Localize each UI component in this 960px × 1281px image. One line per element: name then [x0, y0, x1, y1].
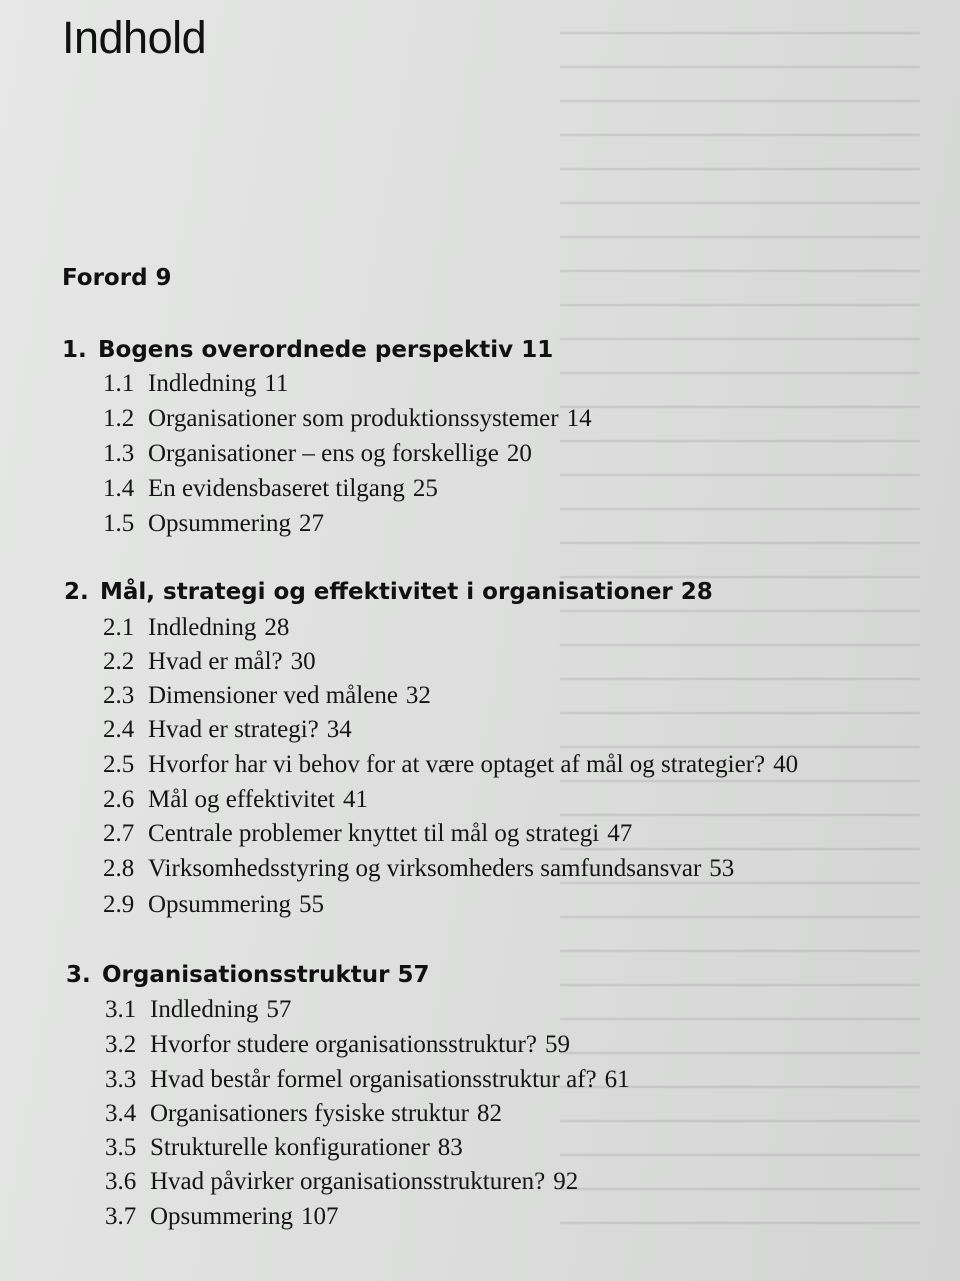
section-title: Hvad er mål? [148, 648, 283, 675]
toc-entry-1-4[interactable] [103, 475, 438, 503]
toc-entry-3-1[interactable] [105, 996, 291, 1024]
toc-entry-2-4[interactable] [103, 716, 352, 744]
section-number: 1.3 [103, 440, 135, 467]
section-page: 41 [343, 786, 368, 813]
forord-heading[interactable] [62, 265, 172, 291]
forord-page: 9 [155, 265, 172, 291]
section-number: 2.7 [103, 820, 135, 847]
section-title: Mål og effektivitet [148, 786, 335, 813]
section-title: Opsummering [148, 891, 292, 918]
section-title: Hvad påvirker organisationsstrukturen? [150, 1168, 546, 1195]
section-title: Indledning [148, 614, 257, 641]
section-number: 2.3 [103, 682, 135, 709]
toc-entry-2-2[interactable] [103, 648, 316, 676]
chapter-title: Mål, strategi og effektivitet i organisationer [100, 579, 673, 605]
section-title: Hvad består formel organisationsstruktur af? [150, 1066, 597, 1093]
toc-entry-2-3[interactable] [103, 682, 431, 710]
section-number: 2.6 [103, 786, 135, 813]
toc-entry-3-4[interactable] [105, 1100, 502, 1128]
toc-entry-1-5[interactable] [103, 510, 324, 538]
toc-entry-1-2[interactable] [103, 405, 592, 433]
chapter-number: 1. [62, 337, 87, 363]
section-page: 28 [264, 614, 290, 641]
section-number: 2.8 [103, 855, 135, 882]
section-title: Virksomhedsstyring og virksomheders samfundsansvar [148, 855, 702, 882]
section-number: 3.2 [105, 1031, 137, 1058]
section-page: 14 [566, 405, 592, 432]
section-page: 57 [266, 996, 292, 1023]
section-title: En evidensbaseret tilgang [148, 475, 405, 502]
section-page: 59 [544, 1031, 570, 1058]
section-title: Hvorfor studere organisationsstruktur? [150, 1031, 537, 1058]
section-page: 92 [553, 1168, 579, 1195]
section-page: 55 [299, 891, 325, 918]
section-page: 107 [301, 1203, 339, 1230]
chapter-3-heading[interactable] [66, 962, 430, 988]
section-title: Dimensioner ved målene [148, 682, 398, 709]
toc-entry-3-2[interactable] [105, 1031, 570, 1059]
section-number: 2.4 [103, 716, 135, 743]
section-number: 1.4 [103, 475, 135, 502]
section-page: 34 [326, 716, 352, 743]
chapter-1-heading[interactable] [62, 337, 553, 363]
toc-entry-3-7[interactable] [105, 1203, 339, 1231]
toc-entry-1-1[interactable] [103, 370, 288, 398]
section-page: 11 [264, 370, 289, 397]
section-title: Organisationers fysiske struktur [150, 1100, 469, 1127]
chapter-title: Organisationsstruktur [102, 962, 390, 988]
toc-entry-2-8[interactable] [103, 855, 734, 883]
toc-entry-3-5[interactable] [105, 1134, 463, 1162]
section-page: 27 [299, 510, 325, 537]
section-page: 25 [412, 475, 438, 502]
toc-entry-1-3[interactable] [103, 440, 532, 468]
section-number: 3.6 [105, 1168, 137, 1195]
toc-entry-2-6[interactable] [103, 786, 368, 814]
section-number: 1.5 [103, 510, 135, 537]
section-number: 3.5 [105, 1134, 137, 1161]
toc-entry-3-3[interactable] [105, 1066, 630, 1094]
section-page: 30 [290, 648, 316, 675]
toc-entry-2-9[interactable] [103, 891, 324, 919]
section-number: 1.1 [103, 370, 135, 397]
section-title: Indledning [148, 370, 257, 397]
section-number: 3.1 [105, 996, 137, 1023]
toc-entry-2-7[interactable] [103, 820, 632, 848]
page-title: Indhold [62, 12, 207, 63]
section-title: Hvad er strategi? [148, 716, 319, 743]
toc-entry-3-6[interactable] [105, 1168, 578, 1196]
section-title: Strukturelle konfigurationer [150, 1134, 430, 1161]
section-title: Organisationer – ens og forskellige [148, 440, 499, 467]
section-page: 40 [773, 751, 799, 778]
section-number: 2.1 [103, 614, 135, 641]
section-page: 61 [604, 1066, 630, 1093]
section-title: Opsummering [150, 1203, 294, 1230]
section-title: Opsummering [148, 510, 292, 537]
chapter-page: 57 [397, 962, 430, 988]
toc-entry-2-1[interactable] [103, 614, 289, 642]
chapter-2-heading[interactable] [64, 579, 713, 605]
section-number: 3.4 [105, 1100, 137, 1127]
section-number: 3.7 [105, 1203, 137, 1230]
section-page: 82 [476, 1100, 502, 1127]
section-page: 20 [506, 440, 532, 467]
section-number: 2.5 [103, 751, 135, 778]
chapter-page: 11 [521, 337, 554, 363]
section-number: 1.2 [103, 405, 135, 432]
section-title: Organisationer som produktionssystemer [148, 405, 559, 432]
chapter-number: 3. [66, 962, 91, 988]
section-page: 32 [405, 682, 431, 709]
toc-entry-2-5[interactable] [103, 751, 798, 779]
section-page: 47 [607, 820, 633, 847]
section-title: Indledning [150, 996, 259, 1023]
section-number: 3.3 [105, 1066, 137, 1093]
forord-label: Forord [62, 265, 148, 291]
section-title: Centrale problemer knyttet til mål og strategi [148, 820, 600, 847]
section-page: 53 [709, 855, 735, 882]
chapter-page: 28 [680, 579, 713, 605]
chapter-title: Bogens overordnede perspektiv [98, 337, 514, 363]
section-number: 2.2 [103, 648, 135, 675]
section-number: 2.9 [103, 891, 135, 918]
section-title: Hvorfor har vi behov for at være optaget af mål og strategier? [148, 751, 766, 778]
section-page: 83 [437, 1134, 463, 1161]
chapter-number: 2. [64, 579, 89, 605]
